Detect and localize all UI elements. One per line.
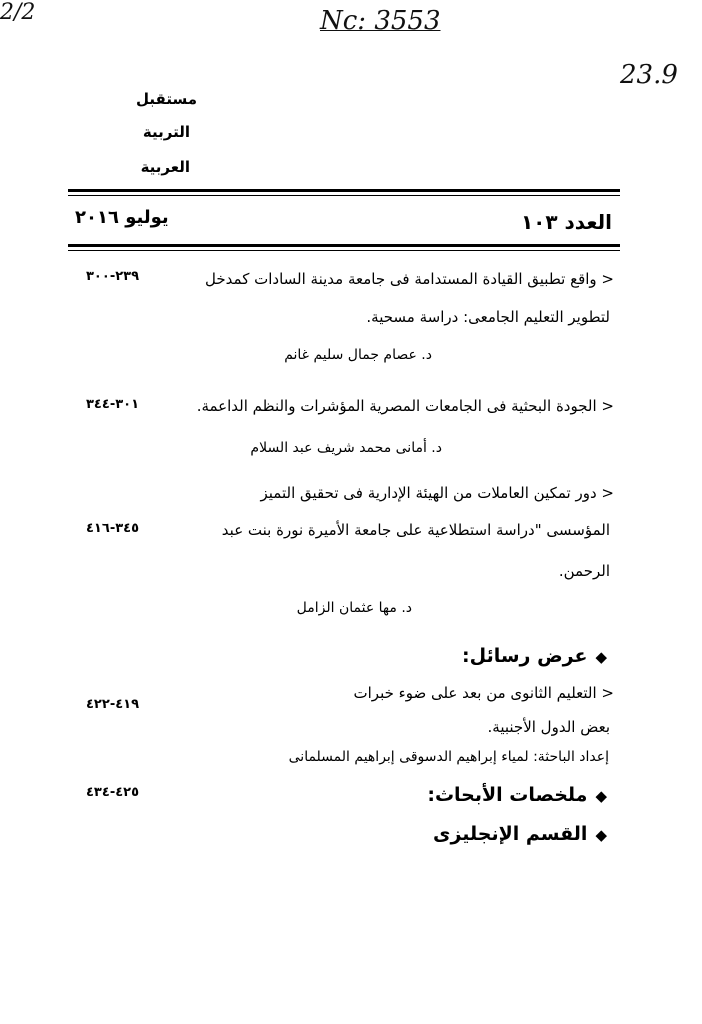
thesis-line-2: بعض الدول الأجنبية. xyxy=(487,718,610,736)
english-section-heading xyxy=(433,823,607,845)
top-double-rule-b xyxy=(68,195,620,196)
abstracts-pages: ٤٢٥-٤٣٤ xyxy=(86,785,140,800)
article-3-pages: ٣٤٥-٤١٦ xyxy=(86,521,140,536)
handwritten-reference-number: Nc: 3553 xyxy=(320,6,441,36)
issue-number: العدد ١٠٣ xyxy=(520,210,612,234)
theses-heading-text: عرض رسائل: xyxy=(462,645,588,667)
journal-title-line-3: العربية xyxy=(140,158,190,176)
diamond-bullet-icon: ◆ xyxy=(595,826,607,844)
journal-title-line-2: التربية xyxy=(142,123,190,141)
thesis-pages: ٤١٩-٤٢٢ xyxy=(86,697,140,712)
theses-section-heading xyxy=(462,645,607,667)
article-1-line-2: لتطوير التعليم الجامعى: دراسة مسحية. xyxy=(366,308,610,326)
thesis-line-1: < التعليم الثانوى من بعد على ضوء خبرات xyxy=(353,684,614,702)
diamond-bullet-icon: ◆ xyxy=(595,648,607,666)
journal-title-line-1: مستقبل xyxy=(136,90,197,108)
article-2-author: د. أمانى محمد شريف عبد السلام xyxy=(250,440,442,456)
article-3-line-2: المؤسسى "دراسة استطلاعية على جامعة الأميرة نورة بنت عبد xyxy=(221,521,610,539)
handwritten-corner-number: 23.9 xyxy=(620,60,678,90)
top-double-rule-a xyxy=(68,189,620,192)
abstracts-heading-text: ملخصات الأبحاث: xyxy=(427,784,588,806)
handwritten-page-note: 2/2 xyxy=(0,0,36,25)
abstracts-section-heading xyxy=(427,784,607,806)
article-1-line-1: < واقع تطبيق القيادة المستدامة فى جامعة مدينة السادات كمدخل xyxy=(205,270,614,288)
article-1-author: د. عصام جمال سليم غانم xyxy=(284,347,432,363)
diamond-bullet-icon: ◆ xyxy=(595,787,607,805)
issue-date: يوليو ٢٠١٦ xyxy=(75,207,169,228)
article-2-pages: ٣٠١-٣٤٤ xyxy=(86,397,140,412)
english-heading-text: القسم الإنجليزى xyxy=(433,823,588,845)
article-3-line-3: الرحمن. xyxy=(558,562,610,580)
bottom-double-rule-a xyxy=(68,244,620,247)
article-1-pages: ٢٣٩-٣٠٠ xyxy=(86,269,140,284)
thesis-author: إعداد الباحثة: لمياء إبراهيم الدسوقى إبراهيم المسلمانى xyxy=(288,749,609,765)
article-3-line-1: < دور تمكين العاملات من الهيئة الإدارية فى تحقيق التميز xyxy=(260,484,614,502)
article-2-line-1: < الجودة البحثية فى الجامعات المصرية المؤشرات والنظم الداعمة. xyxy=(196,397,614,415)
article-3-author: د. مها عثمان الزامل xyxy=(296,600,412,616)
bottom-double-rule-b xyxy=(68,250,620,251)
